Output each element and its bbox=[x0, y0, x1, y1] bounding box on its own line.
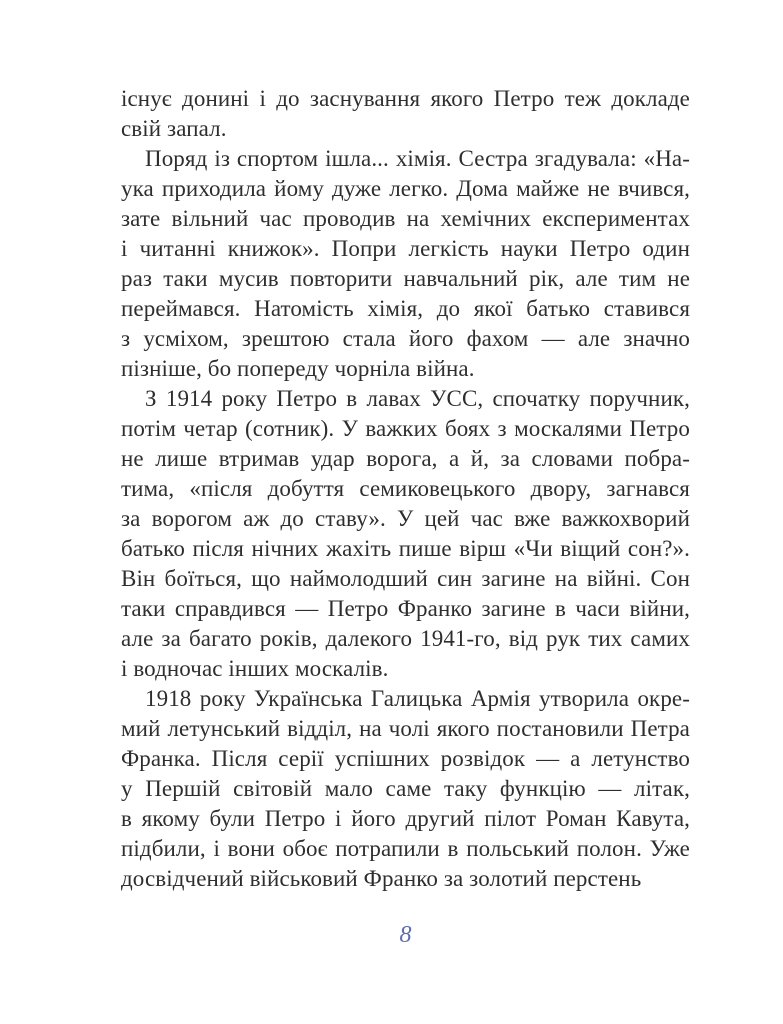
text-line: З 1914 року Петро в лавах УСС, спочатку поручник, bbox=[145, 386, 690, 411]
text-line: і читанні книжок». Попри легкість науки Петро один bbox=[121, 236, 690, 261]
text-line: тима, «після добуття семиковецького двору, загнався bbox=[121, 476, 690, 501]
text-line: за ворогом аж до ставу». У цей час вже важкохворий bbox=[121, 506, 690, 531]
paragraph bbox=[121, 144, 690, 384]
paragraph bbox=[121, 84, 690, 144]
text-line: потім четар (сотник). У важких боях з москалями Петро bbox=[121, 416, 690, 441]
text-line: у Першій світовій мало саме таку функцію — літак, bbox=[121, 776, 690, 801]
text-line: з усміхом, зрештою стала його фахом — але значно bbox=[121, 326, 690, 351]
text-line: досвідчений військовий Франко за золотий перстень bbox=[121, 866, 642, 891]
text-line: таки справдився — Петро Франко загине в часи війни, bbox=[121, 596, 690, 621]
text-line: переймався. Натомість хімія, до якої батько ставився bbox=[121, 296, 690, 321]
text-line: раз таки мусив повторити навчальний рік, але тим не bbox=[121, 266, 690, 291]
text-line: ука приходила йому дуже легко. Дома майже не вчився, bbox=[121, 176, 690, 201]
paragraph bbox=[121, 684, 690, 894]
text-line: зате вільний час проводив на хемічних експериментах bbox=[121, 206, 690, 231]
text-line: не лише втримав удар ворога, а й, за словами побра- bbox=[121, 446, 690, 471]
text-line: мий летунський відділ, на чолі якого постановили Петра bbox=[121, 716, 690, 741]
text-line: існує донині і до заснування якого Петро теж докладе bbox=[121, 86, 690, 111]
text-line: в якому були Петро і його другий пілот Роман Кавута, bbox=[121, 806, 690, 831]
paragraph bbox=[121, 384, 690, 684]
body-text bbox=[121, 84, 690, 894]
text-line: 1918 року Українська Галицька Армія утворила окре- bbox=[145, 686, 690, 711]
text-line: свій запал. bbox=[121, 116, 227, 141]
text-line: і водночас інших москалів. bbox=[121, 656, 389, 681]
text-line: Франка. Після серії успішних розвідок — а летунство bbox=[121, 746, 690, 771]
page-number: 8 bbox=[399, 922, 412, 948]
text-line: батько після нічних жахіть пише вірш «Чи віщий сон?». bbox=[121, 536, 690, 561]
text-line: Він боїться, що наймолодший син загине на війні. Сон bbox=[121, 566, 690, 591]
text-line: але за багато років, далекого 1941-го, від рук тих самих bbox=[121, 626, 690, 651]
text-line: підбили, і вони обоє потрапили в польський полон. Уже bbox=[121, 836, 690, 861]
text-line: пізніше, бо попереду чорніла війна. bbox=[121, 356, 475, 381]
text-line: Поряд із спортом ішла... хімія. Сестра згадувала: «На- bbox=[145, 146, 690, 171]
